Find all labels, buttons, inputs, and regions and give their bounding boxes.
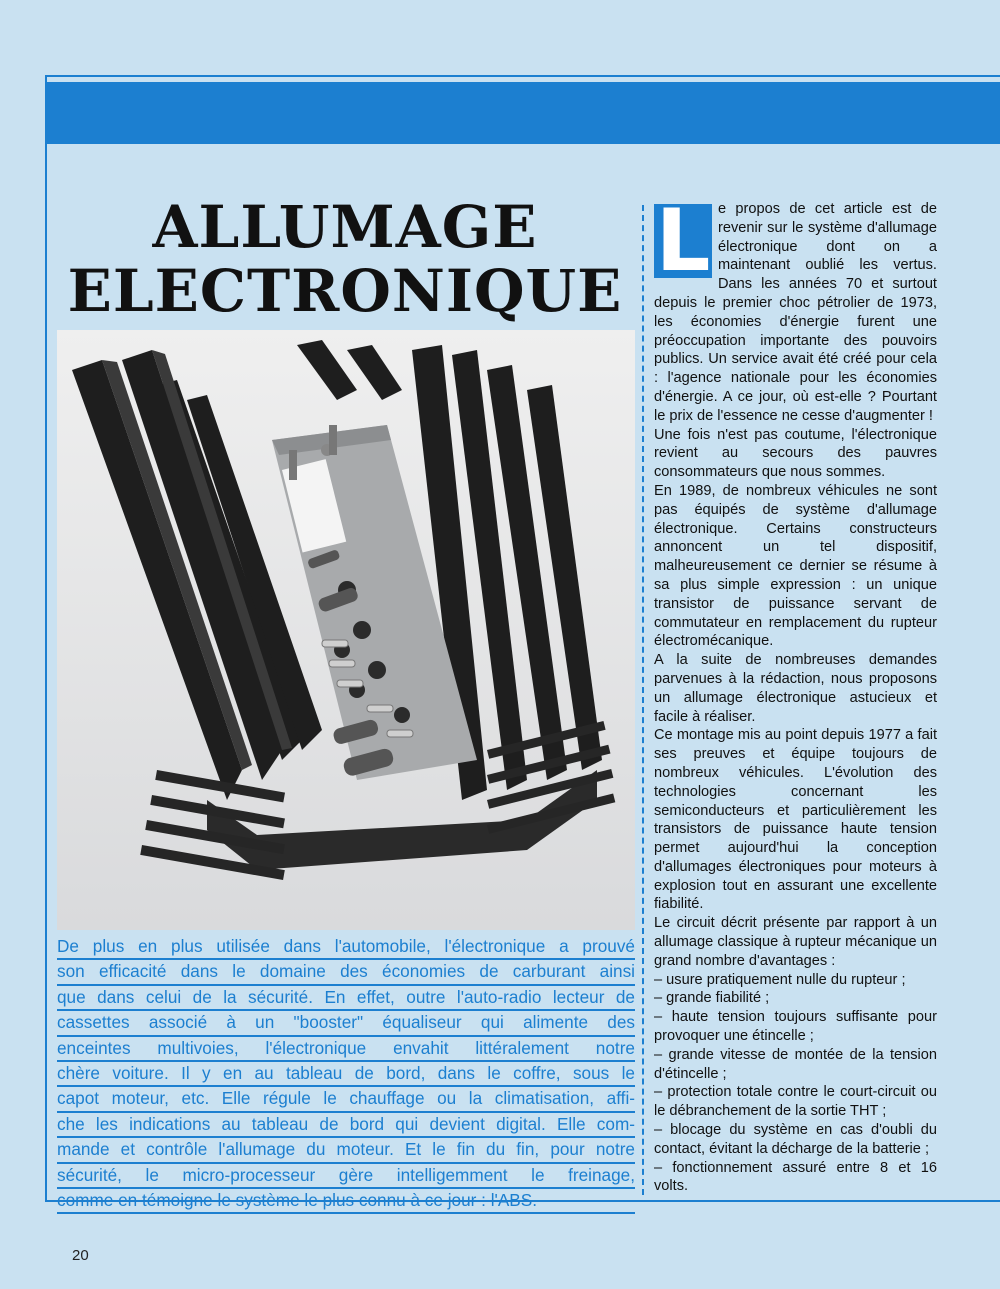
article-title	[60, 195, 630, 323]
advantage-item: – protection totale contre le court-circuit ou le débranchement de la sortie THT ;	[654, 1084, 937, 1120]
body-paragraph-3: En 1989, de nombreux véhicules ne sont pas équipés de système d'allumage électronique. Certains constructeurs annoncent un tel dispositif, malheureusement ce dernier se résume à sa plus simple expression : un unique transistor de puissance servant de commutateur en remplacement du rupteur électromécanique.	[654, 482, 937, 650]
intro-paragraph	[57, 935, 635, 1214]
intro-line: De plus en plus utilisée dans l'automobile, l'électronique a prouvé	[57, 935, 635, 960]
column-divider	[642, 205, 644, 1195]
advantage-item: – haute tension toujours suffisante pour provoquer une étincelle ;	[654, 1009, 937, 1045]
body-paragraph-5: Ce montage mis au point depuis 1977 a fait ses preuves et équipe toujours de nombreux véhicules. L'évolution des technologies concernant les semiconducteurs et particulièrement les transistors de puissance haute tension permet aujourd'hui la conception d'allumages électroniques pour moteurs à explosion tout en assurant une excellente fiabilité.	[654, 727, 937, 913]
title-line-1: ALLUMAGE	[152, 193, 538, 261]
intro-line: che les indications au tableau de bord qui devient digital. Elle com-	[57, 1113, 635, 1138]
intro-line: cassettes associé à un "booster" équaliseur qui alimente des	[57, 1011, 635, 1036]
advantage-item: – blocage du système en cas d'oubli du contact, évitant la décharge de la batterie ;	[654, 1122, 937, 1157]
body-paragraph-1: e propos de cet article est de revenir sur le système d'allumage électronique dont on a maintenant oublié les vertus. Dans les années 70 et surtout depuis le premier choc pétrolier de 1973, les économies d'énergie furent une préoccupation importante des pouvoirs publics. Un service avait été créé pour cela : l'agence nationale pour les économies d'énergie. A ce jour, où est-elle ? Pourtant le prix de l'essence ne cesse d'augmenter !	[654, 201, 937, 424]
body-column	[654, 191, 937, 1196]
intro-line: son efficacité dans le domaine des économies de carburant ainsi	[57, 960, 635, 985]
intro-line: que dans celui de la sécurité. En effet, outre l'auto-radio lecteur de	[57, 986, 635, 1011]
title-line-2: ELECTRONIQUE	[67, 257, 623, 325]
advantage-item: – grande fiabilité ;	[654, 990, 770, 1007]
intro-line: comme en témoigne le système le plus connu à ce jour : l'ABS.	[57, 1189, 635, 1214]
intro-line: chère voiture. Il y en au tableau de bord, dans le coffre, sous le	[57, 1062, 635, 1087]
frame-left-rule	[45, 75, 47, 1202]
intro-line: capot moteur, etc. Elle régule le chauffage ou la climatisation, affi-	[57, 1087, 635, 1112]
advantage-item: – fonctionnement assuré entre 8 et 16 volts.	[654, 1159, 937, 1195]
advantage-item: – grande vitesse de montée de la tension d'étincelle ;	[654, 1046, 937, 1082]
intro-line: mande et contrôle l'allumage du moteur. Et le fin du fin, pour notre	[57, 1138, 635, 1163]
header-band	[47, 82, 1000, 144]
body-paragraph-4: A la suite de nombreuses demandes parvenues à la rédaction, nous proposons un allumage électronique astucieux et facile à réaliser.	[654, 652, 937, 725]
advantage-item: – usure pratiquement nulle du rupteur ;	[654, 971, 906, 988]
page-number: 20	[72, 1247, 89, 1264]
intro-line: sécurité, le micro-processeur gère intelligemment le freinage,	[57, 1164, 635, 1189]
body-paragraph-6: Le circuit décrit présente par rapport à un allumage classique à rupteur mécanique un grand nombre d'avantages :	[654, 915, 937, 969]
drop-cap: L	[655, 191, 711, 291]
intro-line: enceintes multivoies, l'électronique envahit littéralement notre	[57, 1037, 635, 1062]
body-paragraph-2: Une fois n'est pas coutume, l'électronique revient au secours des pauvres consommateurs que nous sommes.	[654, 426, 937, 481]
heatsink-circuit-photo-icon	[57, 330, 635, 930]
top-rule	[45, 75, 1000, 77]
